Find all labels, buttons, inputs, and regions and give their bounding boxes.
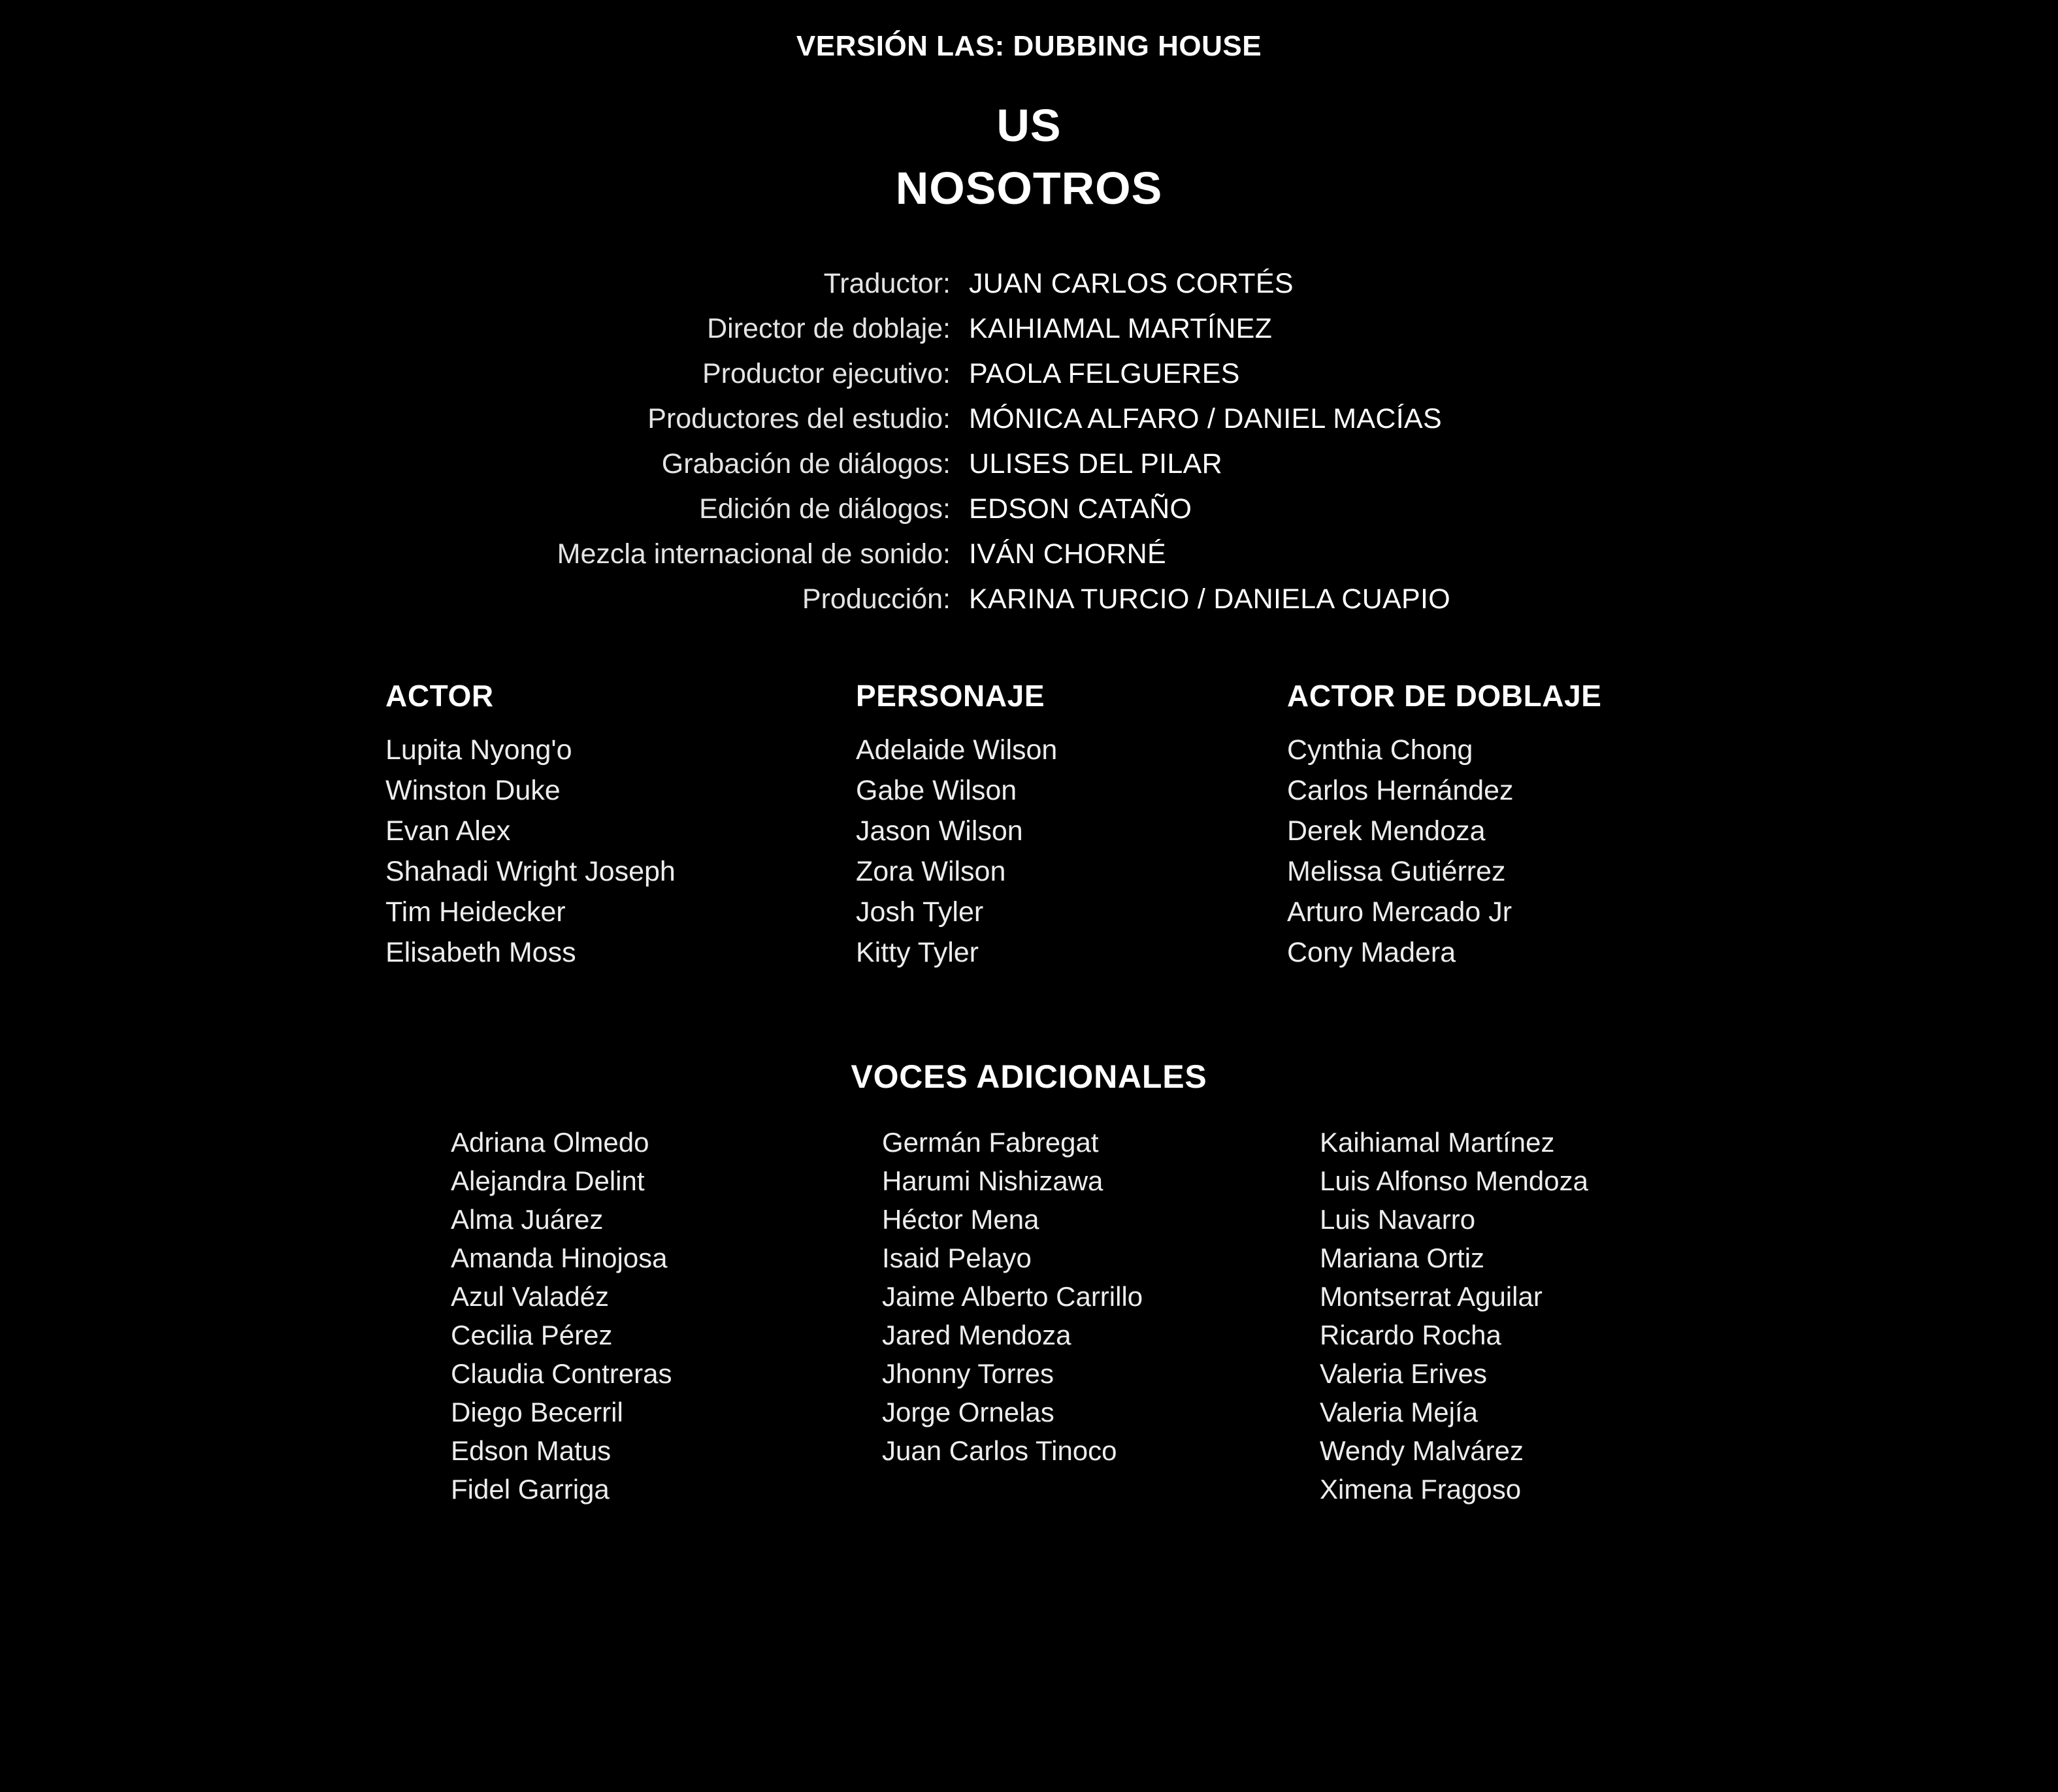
cast-header-actor: ACTOR xyxy=(385,679,494,713)
cast-character: Jason Wilson xyxy=(856,815,1023,847)
crew-role: Producción: xyxy=(802,583,951,615)
cast-character: Kitty Tyler xyxy=(856,937,979,968)
crew-role: Grabación de diálogos: xyxy=(661,448,951,480)
cast-actor: Elisabeth Moss xyxy=(385,937,576,968)
list-item xyxy=(451,1320,2058,1351)
voice-name: Fidel Garriga xyxy=(451,1474,610,1505)
voice-name: Germán Fabregat xyxy=(882,1127,1099,1158)
voice-name: Azul Valadéz xyxy=(451,1281,610,1312)
crew-name: EDSON CATAÑO xyxy=(969,493,1192,525)
list-item xyxy=(451,1243,2058,1274)
crew-name: KARINA TURCIO / DANIELA CUAPIO xyxy=(969,583,1450,615)
crew-role: Mezcla internacional de sonido: xyxy=(557,538,951,570)
title-original: US xyxy=(996,100,1062,151)
crew-row xyxy=(0,313,2058,345)
voice-name: Jared Mendoza xyxy=(882,1320,1071,1350)
crew-row xyxy=(0,448,2058,480)
cast-character: Zora Wilson xyxy=(856,856,1006,887)
voice-name: Luis Navarro xyxy=(1320,1204,1476,1235)
voice-name xyxy=(882,1474,1320,1505)
cast-voice-actor: Derek Mendoza xyxy=(1287,815,1486,847)
cast-actor: Tim Heidecker xyxy=(385,896,566,928)
voice-name: Alejandra Delint xyxy=(451,1165,645,1196)
cast-voice-actor: Melissa Gutiérrez xyxy=(1287,856,1506,887)
voice-name: Kaihiamal Martínez xyxy=(1320,1127,1555,1158)
voice-name: Jaime Alberto Carrillo xyxy=(882,1281,1143,1312)
voice-name: Adriana Olmedo xyxy=(451,1127,649,1158)
crew-credits-list xyxy=(0,268,2058,615)
voice-name: Ximena Fragoso xyxy=(1320,1474,1522,1505)
crew-row xyxy=(0,493,2058,525)
cast-voice-actor: Carlos Hernández xyxy=(1287,775,1514,806)
list-item xyxy=(451,1165,2058,1197)
list-item xyxy=(451,1281,2058,1312)
voice-name: Jhonny Torres xyxy=(882,1358,1054,1389)
voice-name: Wendy Malvárez xyxy=(1320,1435,1524,1466)
list-item xyxy=(451,1358,2058,1390)
list-item xyxy=(451,1474,2058,1505)
list-item xyxy=(451,1204,2058,1235)
crew-role: Productor ejecutivo: xyxy=(702,358,951,389)
crew-row xyxy=(0,583,2058,615)
crew-role: Productores del estudio: xyxy=(647,403,951,434)
cast-character: Adelaide Wilson xyxy=(856,734,1058,766)
table-row xyxy=(385,937,2058,969)
voice-name: Valeria Erives xyxy=(1320,1358,1487,1389)
crew-row xyxy=(0,538,2058,570)
cast-actor: Shahadi Wright Joseph xyxy=(385,856,676,887)
crew-name: PAOLA FELGUERES xyxy=(969,358,1240,389)
cast-character: Josh Tyler xyxy=(856,896,984,928)
voice-name: Luis Alfonso Mendoza xyxy=(1320,1165,1588,1196)
crew-name: IVÁN CHORNÉ xyxy=(969,538,1166,570)
voice-name: Harumi Nishizawa xyxy=(882,1165,1103,1196)
crew-row xyxy=(0,358,2058,390)
cast-table xyxy=(0,678,2058,969)
voice-name: Ricardo Rocha xyxy=(1320,1320,1501,1350)
cast-header-voice-actor: ACTOR DE DOBLAJE xyxy=(1287,679,1602,713)
cast-voice-actor: Cynthia Chong xyxy=(1287,734,1473,766)
voice-name: Juan Carlos Tinoco xyxy=(882,1435,1117,1466)
table-row xyxy=(385,734,2058,766)
voice-name: Cecilia Pérez xyxy=(451,1320,613,1350)
table-row xyxy=(385,856,2058,888)
crew-name: MÓNICA ALFARO / DANIEL MACÍAS xyxy=(969,403,1442,434)
voice-name: Amanda Hinojosa xyxy=(451,1243,668,1273)
list-item xyxy=(451,1397,2058,1428)
additional-voices-list xyxy=(0,1127,2058,1505)
crew-role: Director de doblaje: xyxy=(707,313,951,344)
voice-name: Isaid Pelayo xyxy=(882,1243,1032,1273)
crew-name: JUAN CARLOS CORTÉS xyxy=(969,268,1294,299)
cast-character: Gabe Wilson xyxy=(856,775,1017,806)
cast-table-header-row xyxy=(385,678,2058,713)
voice-name: Diego Becerril xyxy=(451,1397,623,1427)
cast-header-character: PERSONAJE xyxy=(856,679,1045,713)
crew-row xyxy=(0,403,2058,435)
crew-name: ULISES DEL PILAR xyxy=(969,448,1222,480)
crew-row xyxy=(0,268,2058,300)
voice-name: Montserrat Aguilar xyxy=(1320,1281,1543,1312)
title-translated: NOSOTROS xyxy=(895,163,1163,214)
version-line: VERSIÓN LAS: DUBBING HOUSE xyxy=(796,30,1262,62)
crew-role: Traductor: xyxy=(823,268,951,299)
crew-name: KAIHIAMAL MARTÍNEZ xyxy=(969,313,1273,344)
voice-name: Mariana Ortiz xyxy=(1320,1243,1485,1273)
voice-name: Edson Matus xyxy=(451,1435,612,1466)
voice-name: Jorge Ornelas xyxy=(882,1397,1054,1427)
crew-role: Edición de diálogos: xyxy=(699,493,951,525)
cast-voice-actor: Arturo Mercado Jr xyxy=(1287,896,1512,928)
table-row xyxy=(385,815,2058,847)
additional-voices-title: VOCES ADICIONALES xyxy=(851,1058,1207,1095)
table-row xyxy=(385,896,2058,928)
voice-name: Alma Juárez xyxy=(451,1204,604,1235)
list-item xyxy=(451,1435,2058,1467)
voice-name: Héctor Mena xyxy=(882,1204,1039,1235)
voice-name: Claudia Contreras xyxy=(451,1358,672,1389)
cast-actor: Lupita Nyong'o xyxy=(385,734,572,766)
voice-name: Valeria Mejía xyxy=(1320,1397,1478,1427)
table-row xyxy=(385,775,2058,807)
cast-actor: Evan Alex xyxy=(385,815,511,847)
list-item xyxy=(451,1127,2058,1158)
cast-voice-actor: Cony Madera xyxy=(1287,937,1456,968)
cast-actor: Winston Duke xyxy=(385,775,561,806)
